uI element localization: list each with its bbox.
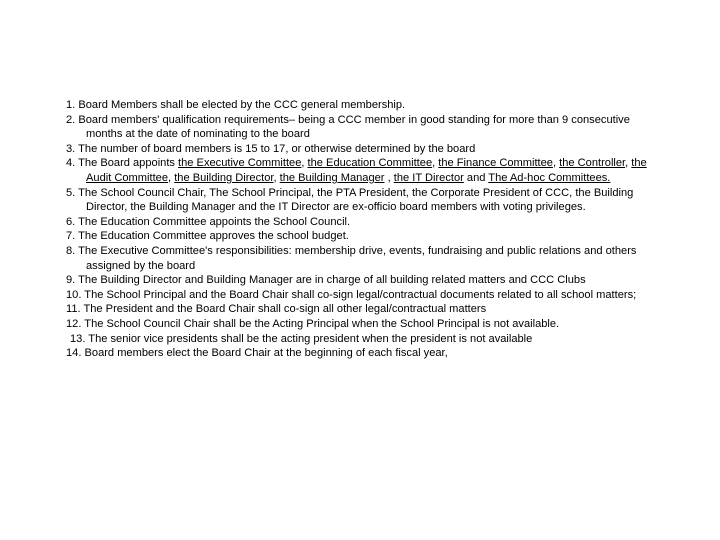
underlined-role: the Controller — [559, 157, 626, 170]
underlined-role: the Finance Committee — [438, 157, 553, 170]
list-item — [66, 229, 666, 244]
list-item — [66, 98, 666, 113]
item-text: 12. The School Council Chair shall be the Acting Principal when the School Principal is not available. — [66, 317, 560, 330]
item-text: 5. The School Council Chair, The School Principal, the PTA President, the Corporate President of CCC, the Building Director, the Building Manager and the IT Director are ex-officio board members with voting privileges. — [66, 186, 634, 214]
underlined-role: the Education Committee — [307, 157, 433, 170]
item-text: 14. Board members elect the Board Chair at the beginning of each fiscal year, — [66, 347, 448, 360]
document-body — [66, 98, 666, 361]
item-text: , — [432, 157, 439, 170]
list-item — [66, 244, 666, 273]
item-text: 6. The Education Committee appoints the School Council. — [66, 215, 351, 228]
list-item — [66, 317, 666, 332]
underlined-role: the Building Manager — [279, 171, 385, 184]
item-text: 8. The Executive Committee's responsibilities: membership drive, events, fundraising and public relations and others assigned by the board — [66, 244, 637, 272]
item-text: , — [384, 171, 394, 184]
list-item — [66, 273, 666, 288]
item-text: , — [168, 171, 175, 184]
item-text: 7. The Education Committee approves the school budget. — [66, 230, 349, 243]
underlined-role: The Ad-hoc Committees. — [488, 171, 611, 184]
item-text: and — [463, 171, 489, 184]
item-text: 10. The School Principal and the Board Chair shall co-sign legal/contractual documents related to all school matters; — [66, 288, 637, 301]
list-item — [66, 156, 666, 185]
underlined-role: the IT Director — [393, 171, 464, 184]
item-text: 2. Board members' qualification requirements– being a CCC member in good standing for more than 9 consecutive months at the date of nominating to the board — [66, 113, 630, 141]
item-text: 3. The number of board members is 15 to 17, or otherwise determined by the board — [66, 142, 476, 155]
item-text: , — [273, 171, 280, 184]
item-text: , — [552, 157, 560, 170]
item-text: 1. Board Members shall be elected by the CCC general membership. — [66, 99, 406, 111]
list-item — [66, 142, 666, 157]
list-item — [66, 215, 666, 230]
underlined-role: the Audit Committee — [86, 157, 647, 184]
underlined-role: the Building Director — [174, 171, 274, 184]
item-text: , — [301, 157, 308, 170]
list-item — [66, 288, 666, 303]
list-item — [66, 186, 666, 215]
list-item — [66, 332, 666, 347]
list-item — [66, 346, 666, 361]
item-text: 4. The Board appoints — [66, 157, 179, 170]
underlined-role: the Executive Committee — [178, 157, 302, 170]
item-text: 9. The Building Director and Building Manager are in charge of all building related matters and CCC Clubs — [66, 274, 586, 287]
list-item — [66, 302, 666, 317]
item-text: 13. The senior vice presidents shall be the acting president when the president is not available — [70, 332, 533, 345]
item-text: , — [625, 157, 632, 170]
list-item — [66, 113, 666, 142]
item-text: 11. The President and the Board Chair shall co-sign all other legal/contractual matters — [66, 303, 487, 316]
